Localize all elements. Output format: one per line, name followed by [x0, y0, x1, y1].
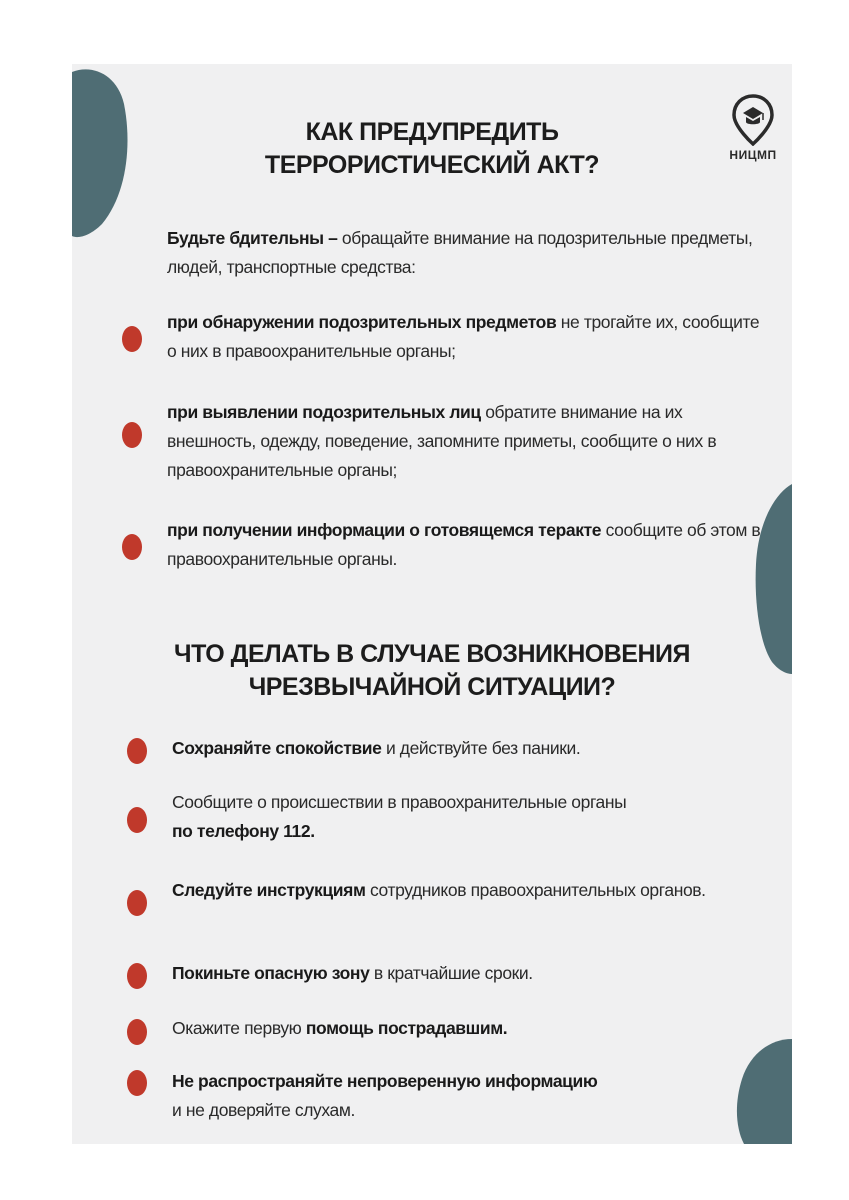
- emergency-item-4: [172, 959, 752, 988]
- item-text: в кратчайшие сроки.: [369, 963, 533, 983]
- emergency-item-6: [172, 1067, 752, 1125]
- bullet-icon: [122, 422, 142, 448]
- prevention-item-1: [167, 308, 767, 366]
- section2-title-line1: ЧТО ДЕЛАТЬ В СЛУЧАЕ ВОЗНИКНОВЕНИЯ: [174, 640, 690, 668]
- section2-title: [72, 638, 792, 704]
- item-bold: при обнаружении подозрительных предметов: [167, 312, 557, 332]
- section2-title-line2: ЧРЕЗВЫЧАЙНОЙ СИТУАЦИИ?: [248, 673, 616, 701]
- item-text: Окажите первую: [172, 1018, 306, 1038]
- intro-bold: Будьте бдительны –: [167, 228, 338, 248]
- bullet-icon: [127, 738, 147, 764]
- section1-title: [72, 116, 792, 182]
- leaflet-card: [72, 64, 792, 1144]
- item-bold: Покиньте опасную зону: [172, 963, 370, 983]
- item-bold: Следуйте инструкциям: [172, 880, 366, 900]
- item-text: не трогайте их, сообщите о них в правоохранительные органы;: [167, 312, 760, 361]
- bullet-icon: [127, 890, 147, 916]
- emergency-item-2: [172, 788, 752, 846]
- emergency-item-5: [172, 1014, 752, 1043]
- item-bold: при выявлении подозрительных лиц: [167, 402, 481, 422]
- item-text: и действуйте без паники.: [381, 738, 581, 758]
- bullet-icon: [127, 963, 147, 989]
- item-bold: при получении информации о готовящемся теракте: [167, 520, 602, 540]
- item-bold: по телефону 112.: [172, 821, 315, 841]
- item-bold: помощь пострадавшим.: [305, 1018, 508, 1038]
- section1-title-line1: КАК ПРЕДУПРЕДИТЬ: [305, 118, 559, 146]
- prevention-item-3: [167, 516, 767, 574]
- item-text: обратите внимание на их внешность, одежду, поведение, запомните приметы, сообщите о них в правоохранительные органы;: [167, 402, 717, 480]
- emergency-item-3: [172, 876, 752, 905]
- section1-title-line2: ТЕРРОРИСТИЧЕСКИЙ АКТ?: [264, 151, 600, 179]
- prevention-item-2: [167, 398, 767, 485]
- bullet-icon: [122, 534, 142, 560]
- item-text: Сообщите о происшествии в правоохранительные органы: [172, 792, 627, 812]
- bullet-icon: [127, 1019, 147, 1045]
- bullet-icon: [122, 326, 142, 352]
- item-text: и не доверяйте слухам.: [172, 1100, 355, 1120]
- item-bold: Не распространяйте непроверенную информацию: [172, 1071, 598, 1091]
- intro-text: обращайте внимание на подозрительные предметы, людей, транспортные средства:: [167, 228, 753, 277]
- logo-text: НИЦМП: [729, 148, 777, 162]
- item-bold: Сохраняйте спокойствие: [172, 738, 382, 758]
- item-text: сообщите об этом в правоохранительные органы.: [167, 520, 761, 569]
- emergency-item-1: [172, 734, 752, 763]
- bullet-icon: [127, 1070, 147, 1096]
- item-text: сотрудников правоохранительных органов.: [365, 880, 706, 900]
- intro-paragraph: [167, 224, 767, 282]
- bullet-icon: [127, 807, 147, 833]
